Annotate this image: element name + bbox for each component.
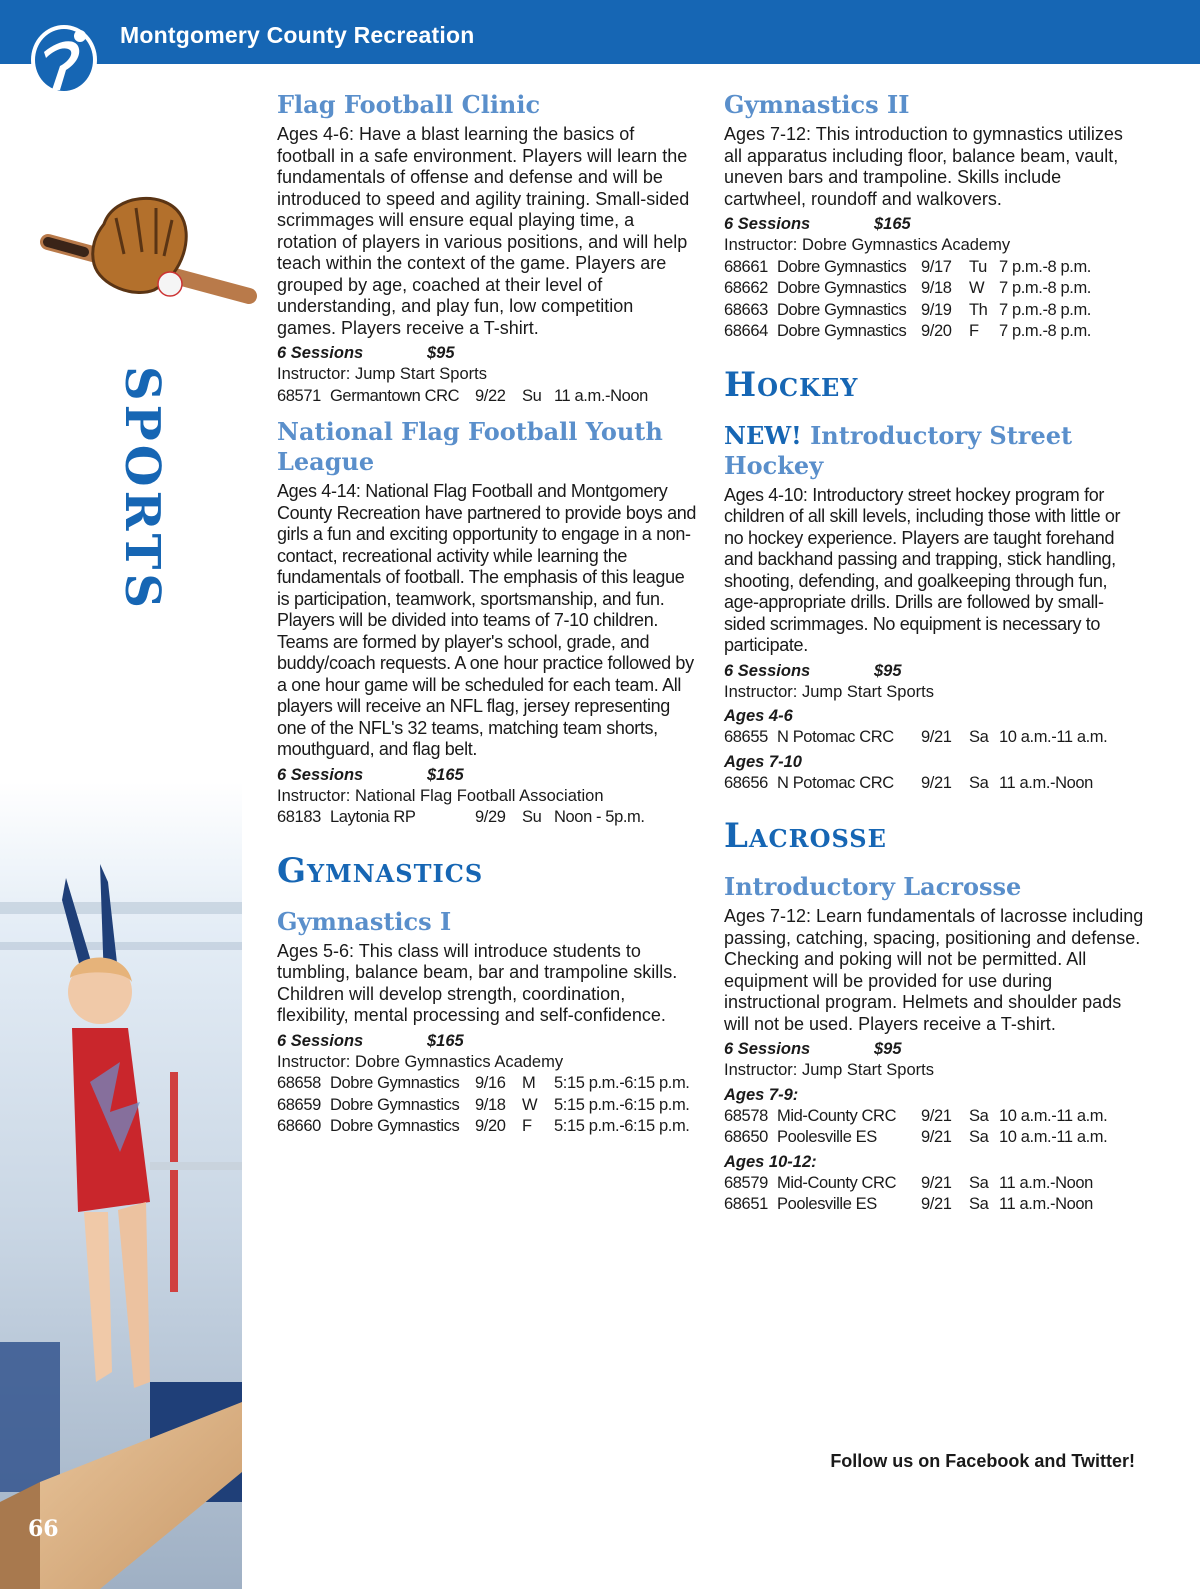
session-price: $95 <box>874 661 902 680</box>
flag-football-clinic-section <box>277 90 697 407</box>
session-info <box>277 343 697 364</box>
gymnastics-2-section <box>724 90 1144 343</box>
session-count: 6 Sessions <box>724 1040 811 1058</box>
course-row <box>724 773 1144 795</box>
program-title: Gymnastics II <box>724 90 910 119</box>
gymnastics-1-section <box>277 907 697 1138</box>
course-date: 9/17 <box>921 257 952 276</box>
session-count: 6 Sessions <box>277 1031 364 1050</box>
gymnast-photo <box>0 782 242 1589</box>
instructor: Instructor: National Flag Football Association <box>277 786 604 805</box>
age-group-label: Ages 4-6 <box>724 707 793 725</box>
session-count: 6 Sessions <box>277 344 364 362</box>
course-row <box>277 807 697 829</box>
course-row <box>724 1173 1144 1195</box>
course-day: W <box>969 279 985 297</box>
course-day: Th <box>969 300 988 319</box>
course-code: 68655 <box>724 728 768 746</box>
program-title: Flag Football Clinic <box>277 90 541 119</box>
course-time: Noon - 5p.m. <box>554 808 645 826</box>
course-time: 5:15 p.m.-6:15 p.m. <box>554 1095 690 1114</box>
age-group-label: Ages 7-9: <box>724 1085 799 1104</box>
baseball-glove-icon <box>44 194 254 314</box>
program-description: Ages 7-12: Learn fundamentals of lacrosse including passing, catching, spacing, positioning and defense. Checking and poking will not be permitted. All equipment will be provided for use during instructional program. Helmets and shoulder pads will not be used. Players receive a T-shirt. <box>724 906 1144 1034</box>
instructor: Instructor: Jump Start Sports <box>724 1061 934 1079</box>
course-date: 9/21 <box>921 1173 952 1192</box>
course-time: 10 a.m.-11 a.m. <box>999 728 1108 746</box>
course-code: 68661 <box>724 257 768 276</box>
course-location: Dobre Gymnastics <box>330 1074 460 1092</box>
session-info <box>277 1031 697 1052</box>
course-row <box>277 386 697 408</box>
course-location: Dobre Gymnastics <box>777 300 907 319</box>
course-date: 9/29 <box>475 808 506 826</box>
course-time: 5:15 p.m.-6:15 p.m. <box>554 1074 690 1092</box>
course-location: Dobre Gymnastics <box>777 257 907 276</box>
course-code: 68656 <box>724 773 768 792</box>
instructor: Instructor: Jump Start Sports <box>724 682 934 701</box>
session-info <box>724 1039 1144 1060</box>
course-location: Poolesville ES <box>777 1128 877 1146</box>
course-day: M <box>522 1074 536 1092</box>
course-day: F <box>969 322 979 340</box>
course-day: Su <box>522 808 542 826</box>
program-description: Ages 4-10: Introductory street hockey program for children of all skill levels, including those with little or no hockey experience. Players are taught forehand and backhand passing and trapping, stick handling, shooting, defending, and goalkeeping through fun, age-appropriate drills. Drills are followed by small-sided scrimmages. No equipment is necessary to participate. <box>724 484 1121 655</box>
course-date: 9/19 <box>921 300 952 319</box>
session-count: 6 Sessions <box>724 661 811 680</box>
age-group-label: Ages 7-10 <box>724 752 802 771</box>
course-date: 9/20 <box>921 322 952 340</box>
course-code: 68660 <box>277 1117 321 1135</box>
course-date: 9/21 <box>921 1106 952 1125</box>
instructor: Instructor: Dobre Gymnastics Academy <box>724 236 1011 254</box>
course-day: Sa <box>969 728 989 746</box>
session-price: $95 <box>427 344 455 362</box>
course-row <box>724 278 1144 300</box>
content-column-1 <box>277 88 697 1138</box>
course-date: 9/21 <box>921 1128 952 1146</box>
course-location: N Potomac CRC <box>777 728 894 746</box>
course-time: 10 a.m.-11 a.m. <box>999 1106 1108 1125</box>
course-location: Laytonia RP <box>330 808 416 826</box>
program-title: Introductory Lacrosse <box>724 872 1022 901</box>
course-time: 11 a.m.-Noon <box>999 773 1093 792</box>
course-date: 9/16 <box>475 1074 506 1092</box>
program-title: National Flag Football Youth League <box>277 417 663 476</box>
program-description: Ages 7-12: This introduction to gymnastics utilizes all apparatus including floor, balance beam, vault, uneven bars and trampoline. Skills include cartwheel, roundoff and walkovers. <box>724 124 1123 209</box>
course-time: 11 a.m.-Noon <box>999 1195 1093 1213</box>
course-code: 68662 <box>724 279 768 297</box>
header-bar <box>0 0 1200 64</box>
course-location: Dobre Gymnastics <box>777 279 907 297</box>
course-location: N Potomac CRC <box>777 773 894 792</box>
course-date: 9/20 <box>475 1117 506 1135</box>
course-location: Mid-County CRC <box>777 1173 897 1192</box>
course-code: 68658 <box>277 1074 321 1092</box>
course-day: Sa <box>969 773 989 792</box>
course-code: 68664 <box>724 322 768 340</box>
course-location: Dobre Gymnastics <box>330 1095 460 1114</box>
course-row <box>724 727 1144 749</box>
social-media-note: Follow us on Facebook and Twitter! <box>830 1451 1135 1471</box>
course-row <box>277 1116 697 1138</box>
session-info <box>724 214 1144 235</box>
course-location: Germantown CRC <box>330 386 460 405</box>
program-title: Gymnastics I <box>277 906 452 936</box>
section-title-vertical <box>108 366 178 612</box>
program-title-row <box>724 421 1144 481</box>
course-time: 7 p.m.-8 p.m. <box>999 322 1091 340</box>
course-day: Sa <box>969 1173 989 1192</box>
course-location: Mid-County CRC <box>777 1106 897 1125</box>
course-row <box>724 321 1144 343</box>
program-description: Ages 5-6: This class will introduce students to tumbling, balance beam, bar and trampoline skills. Children will develop strength, coordination, flexibility, mental processing and self-confidence. <box>277 940 678 1025</box>
course-row <box>277 1073 697 1095</box>
course-code: 68571 <box>277 386 321 405</box>
national-flag-football-section <box>277 417 697 829</box>
category-heading-lacrosse: Lacrosse <box>724 816 887 856</box>
course-code: 68578 <box>724 1106 768 1125</box>
course-day: Su <box>522 386 542 405</box>
session-info <box>277 765 697 786</box>
course-location: Dobre Gymnastics <box>777 322 907 340</box>
course-day: Sa <box>969 1128 989 1146</box>
course-location: Poolesville ES <box>777 1195 877 1213</box>
course-code: 68659 <box>277 1095 321 1114</box>
course-row <box>724 1194 1144 1216</box>
course-day: W <box>522 1095 538 1114</box>
street-hockey-section <box>724 421 1144 795</box>
course-time: 5:15 p.m.-6:15 p.m. <box>554 1117 690 1135</box>
course-date: 9/18 <box>921 279 952 297</box>
course-code: 68663 <box>724 300 768 319</box>
course-code: 68651 <box>724 1195 768 1213</box>
course-date: 9/21 <box>921 1195 952 1213</box>
session-info <box>724 661 1144 682</box>
page-number: 66 <box>28 1516 59 1542</box>
course-date: 9/22 <box>475 386 506 405</box>
course-time: 11 a.m.-Noon <box>999 1173 1093 1192</box>
session-count: 6 Sessions <box>724 215 811 233</box>
program-title: Introductory Street Hockey <box>724 420 1073 480</box>
category-heading-gymnastics: Gymnastics <box>277 850 484 891</box>
program-description: Ages 4-6: Have a blast learning the basics of football in a safe environment. Players will learn the fundamentals of offense and defense and will be introduced to speed and agility training. Small-sided scrimmages will ensure equal playing time, a rotation of players in various positions, and will help teach within the context of the game. Players are grouped by age, coached at their level of understanding, and play fun, low competition games. Players receive a T-shirt. <box>277 124 690 338</box>
course-code: 68650 <box>724 1128 768 1146</box>
section-title: SPORTS <box>114 366 170 612</box>
session-count: 6 Sessions <box>277 765 364 784</box>
course-time: 7 p.m.-8 p.m. <box>999 300 1091 319</box>
course-code: 68579 <box>724 1173 768 1192</box>
left-sidebar <box>0 64 242 1542</box>
instructor: Instructor: Jump Start Sports <box>277 365 487 383</box>
course-time: 11 a.m.-Noon <box>554 386 648 405</box>
course-code: 68183 <box>277 808 321 826</box>
content-column-2 <box>724 88 1144 1216</box>
course-time: 7 p.m.-8 p.m. <box>999 257 1091 276</box>
category-heading-hockey: Hockey <box>724 364 859 405</box>
course-row <box>724 1106 1144 1128</box>
course-time: 7 p.m.-8 p.m. <box>999 279 1091 297</box>
course-day: F <box>522 1117 532 1135</box>
course-row <box>277 1095 697 1117</box>
course-day: Tu <box>969 257 987 276</box>
course-row <box>724 1127 1144 1149</box>
session-price: $165 <box>427 1031 464 1050</box>
program-description: Ages 4-14: National Flag Football and Montgomery County Recreation have partnered to provide boys and girls a fun and exciting opportunity to engage in a non-contact, recreational activity while learning the fundamentals of football. The emphasis of this league is participation, teamwork, sportsmanship, and fun. Players will be divided into teams of 7-10 children. Teams are formed by player's school, grade, and buddy/coach requests. A one hour practice followed by a one hour game will be scheduled for each team. All players will receive an NFL flag, jersey representing one of the NFL's 32 teams, matching team shorts, mouthguard, and flag belt. <box>277 481 697 759</box>
lacrosse-section <box>724 872 1144 1216</box>
course-date: 9/21 <box>921 728 952 746</box>
course-date: 9/18 <box>475 1095 506 1114</box>
new-badge: NEW! <box>724 420 802 450</box>
session-price: $95 <box>874 1040 902 1058</box>
course-day: Sa <box>969 1195 989 1213</box>
course-time: 10 a.m.-11 a.m. <box>999 1128 1108 1146</box>
course-row <box>724 300 1144 322</box>
course-day: Sa <box>969 1106 989 1125</box>
instructor: Instructor: Dobre Gymnastics Academy <box>277 1052 564 1071</box>
session-price: $165 <box>874 215 911 233</box>
org-name: Montgomery County Recreation <box>120 22 475 48</box>
session-price: $165 <box>427 765 464 784</box>
age-group-label: Ages 10-12: <box>724 1152 817 1171</box>
course-row <box>724 257 1144 279</box>
course-date: 9/21 <box>921 773 952 792</box>
course-location: Dobre Gymnastics <box>330 1117 460 1135</box>
